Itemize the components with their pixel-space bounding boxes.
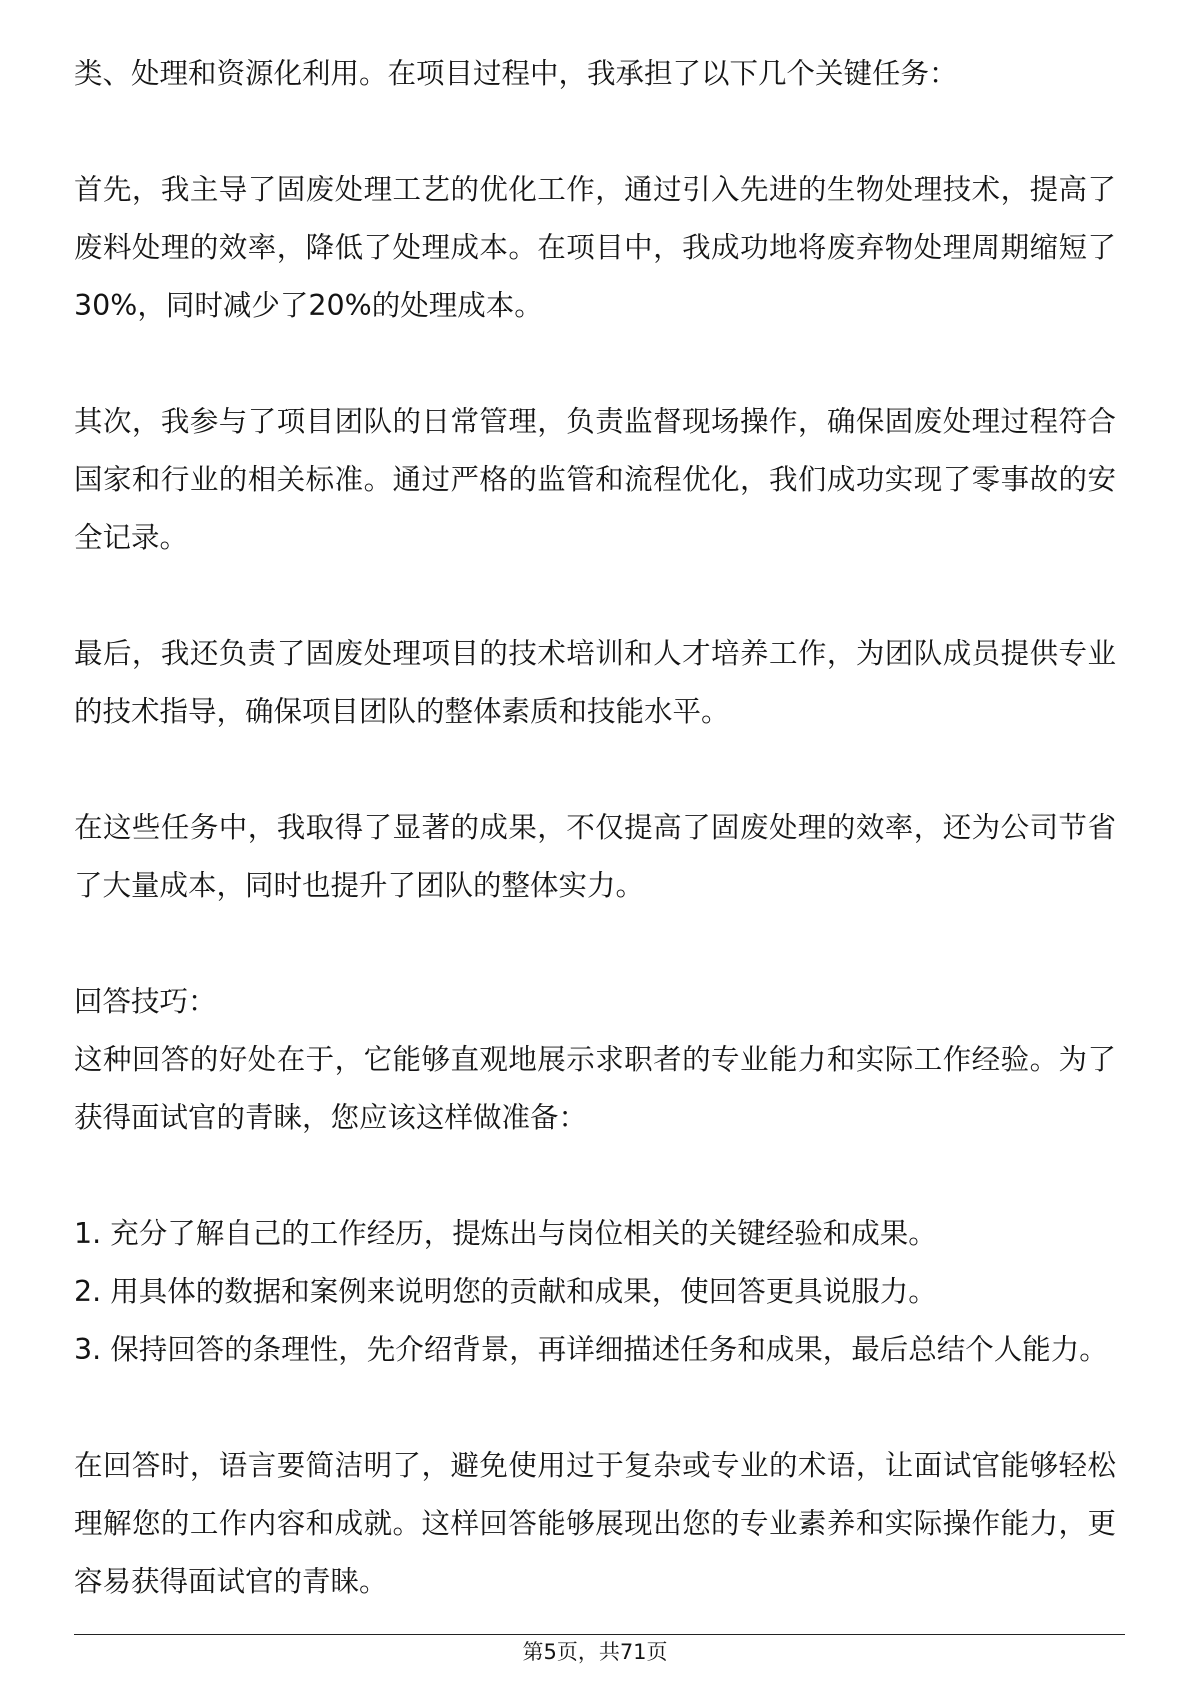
tips-list-item: 2. 用具体的数据和案例来说明您的贡献和成果，使回答更具说服力。 [74,1275,937,1308]
tips-list [74,1205,1116,1379]
paragraph-line: 30%，同时减少了20%的处理成本。 [74,289,543,322]
paragraph-line: 这种回答的好处在于，它能够直观地展示求职者的专业能力和实际工作经验。为了 [74,1043,1116,1076]
paragraph-line: 了大量成本，同时也提升了团队的整体实力。 [74,869,645,902]
paragraph-line: 类、处理和资源化利用。在项目过程中，我承担了以下几个关键任务： [74,57,958,90]
tips-heading: 回答技巧： [74,985,217,1018]
paragraph [74,393,1116,567]
paragraph [74,45,1116,103]
paragraph-line: 最后，我还负责了固废处理项目的技术培训和人才培养工作，为团队成员提供专业 [74,637,1116,670]
paragraph [74,625,1116,741]
tips-list-item: 1. 充分了解自己的工作经历，提炼出与岗位相关的关键经验和成果。 [74,1217,937,1250]
paragraph-line: 国家和行业的相关标准。通过严格的监管和流程优化，我们成功实现了零事故的安 [74,463,1116,496]
paragraph-line: 理解您的工作内容和成就。这样回答能够展现出您的专业素养和实际操作能力，更 [74,1507,1116,1540]
document-body [74,45,1116,1669]
paragraph-line: 废料处理的效率，降低了处理成本。在项目中，我成功地将废弃物处理周期缩短了 [74,231,1116,264]
paragraph-line: 全记录。 [74,521,189,554]
paragraph [74,799,1116,915]
footer-rule [74,1634,1125,1635]
paragraph-line: 首先，我主导了固废处理工艺的优化工作，通过引入先进的生物处理技术，提高了 [74,173,1116,206]
page-number-label: 第5页，共71页 [522,1640,668,1664]
paragraph-line: 其次，我参与了项目团队的日常管理，负责监督现场操作，确保固废处理过程符合 [74,405,1116,438]
paragraph-line: 在回答时，语言要简洁明了，避免使用过于复杂或专业的术语，让面试官能够轻松 [74,1449,1116,1482]
paragraph-line: 的技术指导，确保项目团队的整体素质和技能水平。 [74,695,730,728]
tips-section [74,973,1116,1147]
paragraph-line: 获得面试官的青睐，您应该这样做准备： [74,1101,588,1134]
paragraph-line: 容易获得面试官的青睐。 [74,1565,388,1598]
paragraph [74,1437,1116,1611]
tips-list-item: 3. 保持回答的条理性，先介绍背景，再详细描述任务和成果，最后总结个人能力。 [74,1333,1108,1366]
paragraph-line: 在这些任务中，我取得了显著的成果，不仅提高了固废处理的效率，还为公司节省 [74,811,1116,844]
paragraph [74,161,1116,335]
